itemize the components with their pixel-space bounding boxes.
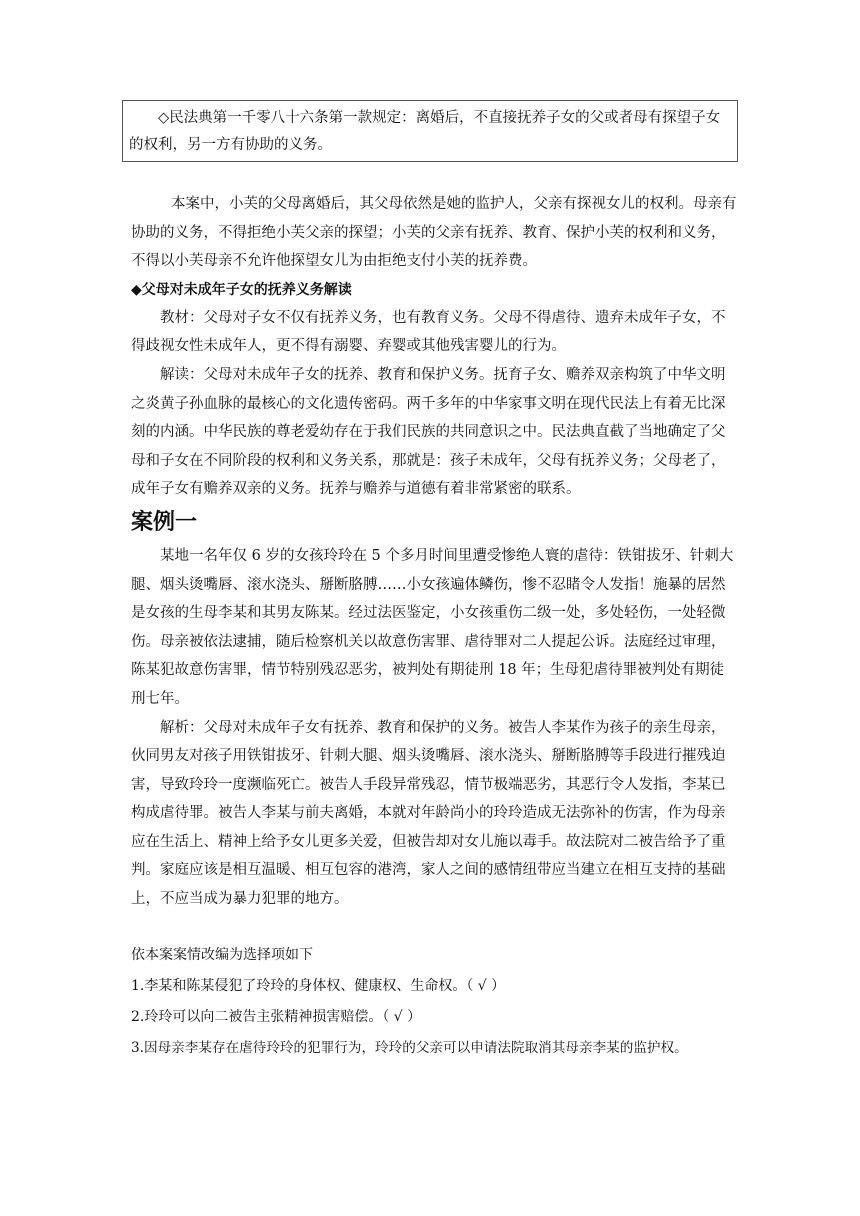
- option-item-2: 2.玲玲可以向二被告主张精神损害赔偿。（ √ ）: [131, 1008, 422, 1025]
- legal-quote-text: ◇民法典第一千零八十六条第一款规定：离婚后，不直接抚养子女的父或者母有探望子女的权利，另一方有协助的义务。: [129, 110, 721, 153]
- case-one-analysis: 解析：父母对未成年子女有抚养、教育和保护的义务。被告人李某作为孩子的亲生母亲，伙同男友对孩子用铁钳拔牙、针刺大腿、烟头烫嘴唇、滚水浇头、掰断胳膊等手段进行摧残迫害，导致玲玲一度濒临死亡。被告人手段异常残忍，情节极端恶劣，其恶行令人发指，李某已构成虐待罪。被告人李某与前夫离婚，本就对年龄尚小的玲玲造成无法弥补的伤害，作为母亲应在生活上、精神上给予女儿更多关爱，但被告却对女儿施以毒手。故法院对二被告给予了重判。家庭应该是相互温暖、相互包容的港湾，家人之间的感情纽带应当建立在相互支持的基础上，不应当成为暴力犯罪的地方。: [131, 719, 726, 908]
- spacer: [131, 914, 737, 940]
- case-intro-paragraph: 本案中，小芙的父母离婚后，其父母依然是她的监护人，父亲有探视女儿的权利。母亲有协助的义务，不得拒绝小芙父亲的探望；小芙的父亲有抚养、教育、保护小芙的权利和义务，不得以小芙母亲不允许他探望女儿为由拒绝支付小芙的抚养费。: [131, 196, 737, 270]
- options-intro: 依本案案情改编为选择项如下: [131, 946, 313, 963]
- options-list: [131, 940, 737, 1064]
- option-item-3: 3.因母亲李某存在虐待玲玲的犯罪行为，玲玲的父亲可以申请法院取消其母亲李某的监护权。: [131, 1039, 688, 1056]
- case-one-facts: 某地一名年仅 6 岁的女孩玲玲在 5 个多月时间里遭受惨绝人寰的虐待：铁钳拔牙、针刺大腿、烟头烫嘴唇、滚水浇头、掰断胳膊……小女孩遍体鳞伤，惨不忍睹令人发指！施暴的居然是女孩的生母李某和其男友陈某。经过法医鉴定，小女孩重伤二级一处，多处轻伤，一处轻微伤。母亲被依法逮捕，随后检察机关以故意伤害罪、虐待罪对二人提起公诉。法庭经过审理，陈某犯故意伤害罪，情节特别残忍恶劣，被判处有期徒刑 18 年；生母犯虐待罪被判处有期徒刑七年。: [131, 547, 734, 707]
- case-one-title: 案例一: [131, 509, 198, 535]
- material-paragraph: 教材：父母对子女不仅有抚养义务，也有教育义务。父母不得虐待、遗弃未成年子女，不得歧视女性未成年人，更不得有溺婴、弃婴或其他残害婴儿的行为。: [131, 309, 726, 355]
- section-heading: ◆父母对未成年子女的抚养义务解读: [131, 281, 352, 298]
- legal-quote-box: [122, 100, 738, 162]
- document-body: [131, 190, 737, 1064]
- interpretation-paragraph: 解读：父母对未成年子女的抚养、教育和保护义务。抚育子女、赡养双亲构筑了中华文明之炎黄子孙血脉的最核心的文化遗传密码。两千多年的中华家事文明在现代民法上有着无比深刻的内涵。中华民族的尊老爱幼存在于我们民族的共同意识之中。民法典直截了当地确定了父母和子女在不同阶段的权利和义务关系，那就是：孩子未成年，父母有抚养义务；父母老了，成年子女有赡养双亲的义务。抚养与赡养与道德有着非常紧密的联系。: [131, 366, 726, 498]
- option-item-1: 1.李某和陈某侵犯了玲玲的身体权、健康权、生命权。（ √ ）: [131, 977, 506, 994]
